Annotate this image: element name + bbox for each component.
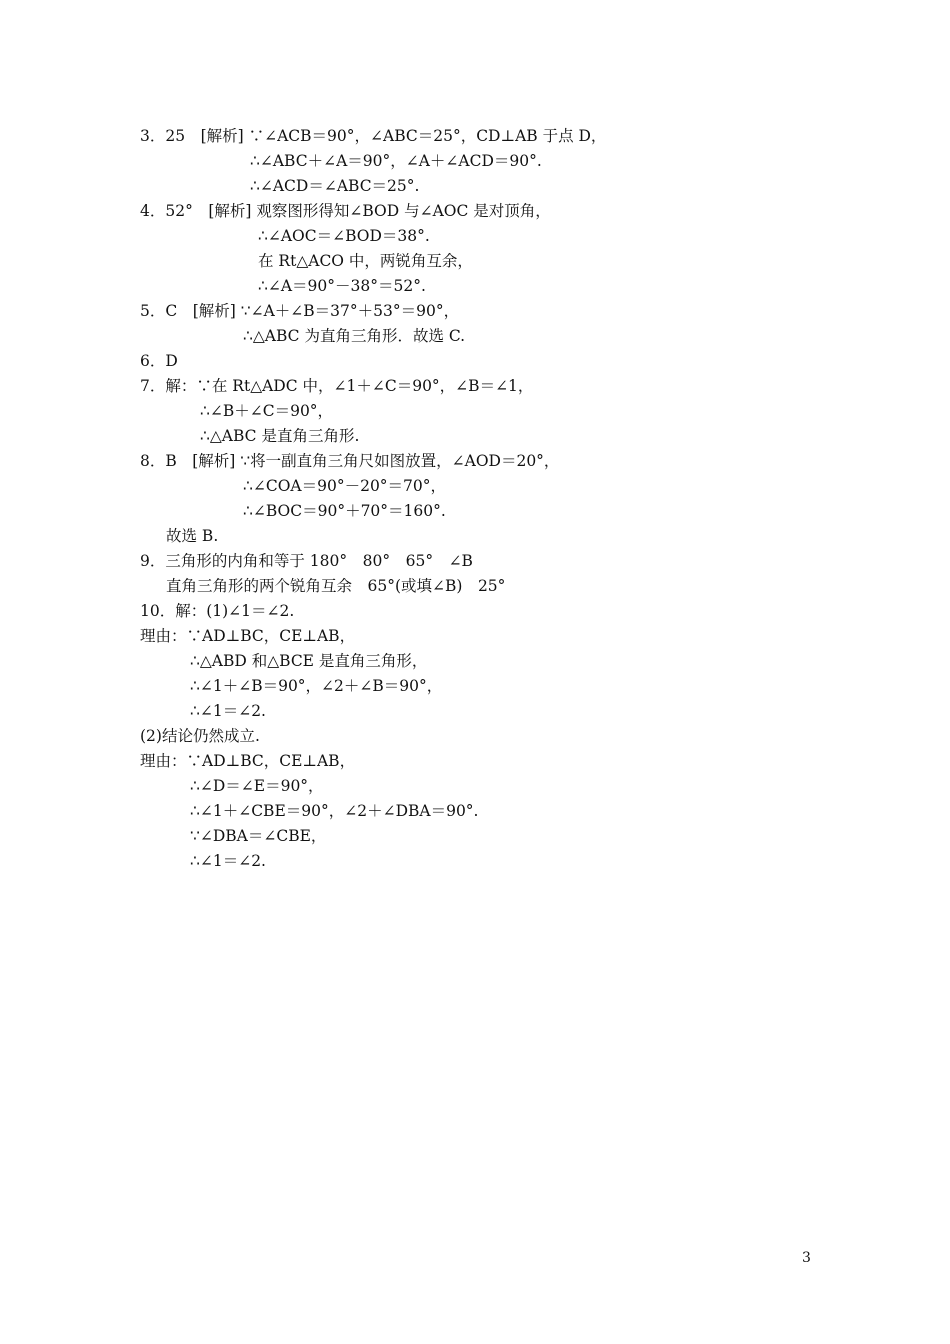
answer-6-line-1: 6．D (140, 352, 178, 370)
answer-4-line-1: 4．52° [解析] 观察图形得知∠BOD 与∠AOC 是对顶角， (140, 202, 551, 220)
answer-10-line-3: ∴△ABD 和△BCE 是直角三角形， (190, 652, 428, 670)
answer-9-line-2: 直角三角形的两个锐角互余 65°(或填∠B) 25° (166, 577, 506, 595)
answer-8-line-2: ∴∠COA＝90°－20°＝70°， (243, 477, 447, 495)
answer-8-line-1: 8．B [解析] ∵将一副直角三角尺如图放置，∠AOD＝20°， (140, 452, 560, 470)
answer-4-line-4: ∴∠A＝90°－38°＝52°. (258, 277, 426, 295)
answer-4-line-3: 在 Rt△ACO 中，两锐角互余， (258, 252, 473, 270)
answer-8-line-4: 故选 B. (166, 527, 219, 545)
answer-10-line-8: ∴∠D＝∠E＝90°， (190, 777, 324, 795)
answer-5-line-2: ∴△ABC 为直角三角形．故选 C. (243, 327, 466, 345)
answer-5-line-1: 5．C [解析] ∵∠A＋∠B＝37°＋53°＝90°， (140, 302, 460, 320)
answer-7-line-2: ∴∠B＋∠C＝90°， (200, 402, 334, 420)
answer-7-line-1: 7．解：∵在 Rt△ADC 中，∠1＋∠C＝90°，∠B＝∠1， (140, 377, 534, 395)
answer-3-line-1: 3．25 [解析] ∵∠ACB＝90°，∠ABC＝25°，CD⊥AB 于点 D， (140, 127, 607, 145)
answer-10-line-7: 理由：∵AD⊥BC，CE⊥AB， (140, 752, 356, 770)
answer-8-line-3: ∴∠BOC＝90°＋70°＝160°. (243, 502, 446, 520)
answer-10-line-10: ∵∠DBA＝∠CBE， (190, 827, 327, 845)
answer-10-line-4: ∴∠1＋∠B＝90°，∠2＋∠B＝90°， (190, 677, 443, 695)
answer-10-line-2: 理由：∵AD⊥BC，CE⊥AB， (140, 627, 356, 645)
answer-3-line-2: ∴∠ABC＋∠A＝90°，∠A＋∠ACD＝90°. (250, 152, 542, 170)
answer-10-line-5: ∴∠1＝∠2. (190, 702, 266, 720)
answer-3-line-3: ∴∠ACD＝∠ABC＝25°. (250, 177, 420, 195)
answer-10-line-11: ∴∠1＝∠2. (190, 852, 266, 870)
answer-10-line-6: (2)结论仍然成立. (140, 727, 260, 745)
page-number: 3 (802, 1250, 811, 1266)
answer-10-line-1: 10．解：(1)∠1＝∠2. (140, 602, 295, 620)
answer-4-line-2: ∴∠AOC＝∠BOD＝38°. (258, 227, 430, 245)
answer-7-line-3: ∴△ABC 是直角三角形. (200, 427, 360, 445)
answer-9-line-1: 9．三角形的内角和等于 180° 80° 65° ∠B (140, 552, 473, 570)
answer-10-line-9: ∴∠1＋∠CBE＝90°，∠2＋∠DBA＝90°. (190, 802, 479, 820)
